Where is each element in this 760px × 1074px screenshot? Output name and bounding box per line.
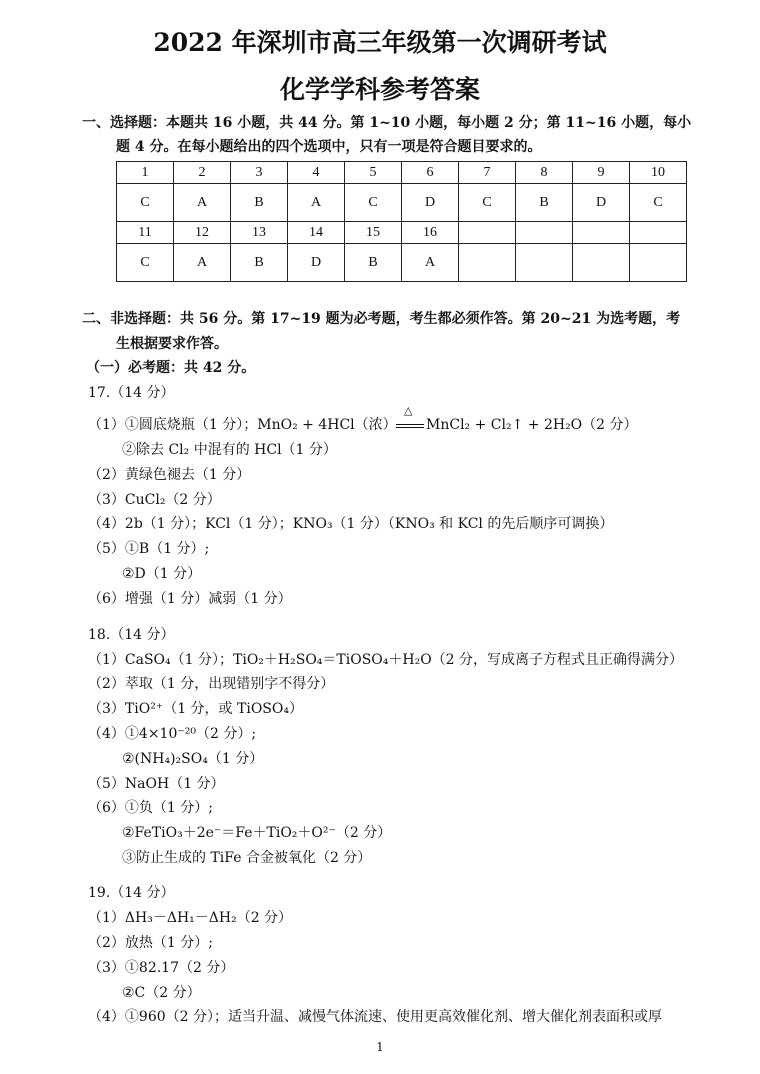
table-cell: 13 bbox=[231, 222, 288, 244]
q18-line-9: ③防止生成的 TiFe 合金被氧化（2 分） bbox=[122, 850, 372, 866]
q19-line-2: （2）放热（1 分）; bbox=[88, 935, 213, 951]
q19-line-1: （1）ΔH₃－ΔH₁－ΔH₂（2 分） bbox=[88, 910, 293, 926]
table-cell bbox=[516, 222, 573, 244]
q18-line-4: （4）①4×10⁻²⁰（2 分）; bbox=[88, 726, 257, 742]
table-cell: 11 bbox=[117, 222, 174, 244]
q17-line-7: ②D（1 分） bbox=[122, 566, 202, 582]
q18-line-5: ②(NH₄)₂SO₄（1 分） bbox=[122, 751, 264, 767]
table-cell: A bbox=[402, 244, 459, 282]
table-cell: 1 bbox=[117, 162, 174, 184]
table-cell: 8 bbox=[516, 162, 573, 184]
table-cell: B bbox=[231, 244, 288, 282]
table-cell: 2 bbox=[174, 162, 231, 184]
table-cell: B bbox=[345, 244, 402, 282]
table-cell: C bbox=[459, 184, 516, 222]
reaction-arrow-icon bbox=[396, 424, 424, 428]
q17-line-1a: （1）①圆底烧瓶（1 分）；MnO₂ + 4HCl（浓） bbox=[88, 417, 397, 433]
table-cell: 6 bbox=[402, 162, 459, 184]
section2-instructions-line2: 生根据要求作答。 bbox=[116, 336, 228, 352]
table-cell: 14 bbox=[288, 222, 345, 244]
table-cell: C bbox=[117, 244, 174, 282]
table-cell: C bbox=[345, 184, 402, 222]
q18-line-1: （1）CaSO₄（1 分）；TiO₂＋H₂SO₄＝TiOSO₄＋H₂O（2 分，写成离子方程式且正确得满分） bbox=[88, 652, 684, 668]
section2-subheading: （一）必考题：共 42 分。 bbox=[86, 360, 256, 376]
table-cell bbox=[630, 222, 687, 244]
table-cell: B bbox=[231, 184, 288, 222]
table-cell bbox=[459, 222, 516, 244]
table-cell: A bbox=[174, 184, 231, 222]
table-cell bbox=[573, 222, 630, 244]
table-cell: 9 bbox=[573, 162, 630, 184]
q17-line-3: （2）黄绿色褪去（1 分） bbox=[88, 467, 251, 483]
table-cell bbox=[573, 244, 630, 282]
answer-table-row-numbers-1 bbox=[117, 162, 687, 184]
q17-heading: 17.（14 分） bbox=[88, 385, 175, 401]
q19-heading: 19.（14 分） bbox=[88, 885, 175, 901]
q17-line-2: ②除去 Cl₂ 中混有的 HCl（1 分） bbox=[122, 442, 337, 458]
q17-line-5: （4）2b（1 分）；KCl（1 分）；KNO₃（1 分）（KNO₃ 和 KCl 的先后顺序可调换） bbox=[88, 516, 614, 532]
q18-line-3: （3）TiO²⁺（1 分，或 TiOSO₄） bbox=[88, 701, 303, 717]
q17-line-6: （5）①B（1 分）; bbox=[88, 541, 210, 557]
table-cell: 16 bbox=[402, 222, 459, 244]
table-cell: 4 bbox=[288, 162, 345, 184]
section1-instructions-line2: 题 4 分。在每小题给出的四个选项中，只有一项是符合题目要求的。 bbox=[116, 139, 542, 155]
table-cell: 12 bbox=[174, 222, 231, 244]
page-subtitle: 化学学科参考答案 bbox=[279, 75, 480, 104]
q19-line-5: （4）①960（2 分）；适当升温、减慢气体流速、使用更高效催化剂、增大催化剂表面积或厚 bbox=[88, 1009, 662, 1025]
q19-line-4: ②C（2 分） bbox=[122, 985, 201, 1001]
table-cell: 10 bbox=[630, 162, 687, 184]
section1-instructions-line1: 一、选择题：本题共 16 小题，共 44 分。第 1~10 小题，每小题 2 分；第 11~16 小题，每小 bbox=[82, 115, 692, 131]
q18-line-2: （2）萃取（1 分，出现错别字不得分） bbox=[88, 676, 335, 692]
table-cell: A bbox=[174, 244, 231, 282]
table-cell bbox=[630, 244, 687, 282]
table-cell: 3 bbox=[231, 162, 288, 184]
table-cell bbox=[459, 244, 516, 282]
table-cell: 7 bbox=[459, 162, 516, 184]
table-cell: 15 bbox=[345, 222, 402, 244]
q18-line-8: ②FeTiO₃＋2e⁻＝Fe＋TiO₂＋O²⁻（2 分） bbox=[122, 825, 392, 841]
table-cell: D bbox=[288, 244, 345, 282]
q19-line-3: （3）①82.17（2 分） bbox=[88, 960, 235, 976]
table-cell: C bbox=[117, 184, 174, 222]
table-cell bbox=[516, 244, 573, 282]
q18-line-6: （5）NaOH（1 分） bbox=[88, 776, 225, 792]
table-cell: D bbox=[573, 184, 630, 222]
heat-triangle-icon: △ bbox=[404, 404, 413, 417]
q18-line-7: （6）①负（1 分）; bbox=[88, 800, 213, 816]
table-cell: A bbox=[288, 184, 345, 222]
q17-line-8: （6）增强（1 分）减弱（1 分） bbox=[88, 591, 292, 607]
table-cell: 5 bbox=[345, 162, 402, 184]
table-cell: B bbox=[516, 184, 573, 222]
page-title: 2022 年深圳市高三年级第一次调研考试 bbox=[153, 28, 607, 57]
answer-table-row-numbers-2 bbox=[117, 222, 687, 244]
answer-table-row-answers-1 bbox=[117, 184, 687, 222]
table-cell: D bbox=[402, 184, 459, 222]
answer-table bbox=[116, 161, 687, 282]
q17-line-1b: MnCl₂ + Cl₂↑ + 2H₂O（2 分） bbox=[426, 417, 638, 433]
q17-line-4: （3）CuCl₂（2 分） bbox=[88, 492, 221, 508]
table-cell: C bbox=[630, 184, 687, 222]
answer-table-row-answers-2 bbox=[117, 244, 687, 282]
q18-heading: 18.（14 分） bbox=[88, 627, 175, 643]
section2-instructions-line1: 二、非选择题：共 56 分。第 17~19 题为必考题，考生都必须作答。第 20~21 为选考题，考 bbox=[82, 311, 681, 327]
page-number: 1 bbox=[376, 1040, 384, 1054]
